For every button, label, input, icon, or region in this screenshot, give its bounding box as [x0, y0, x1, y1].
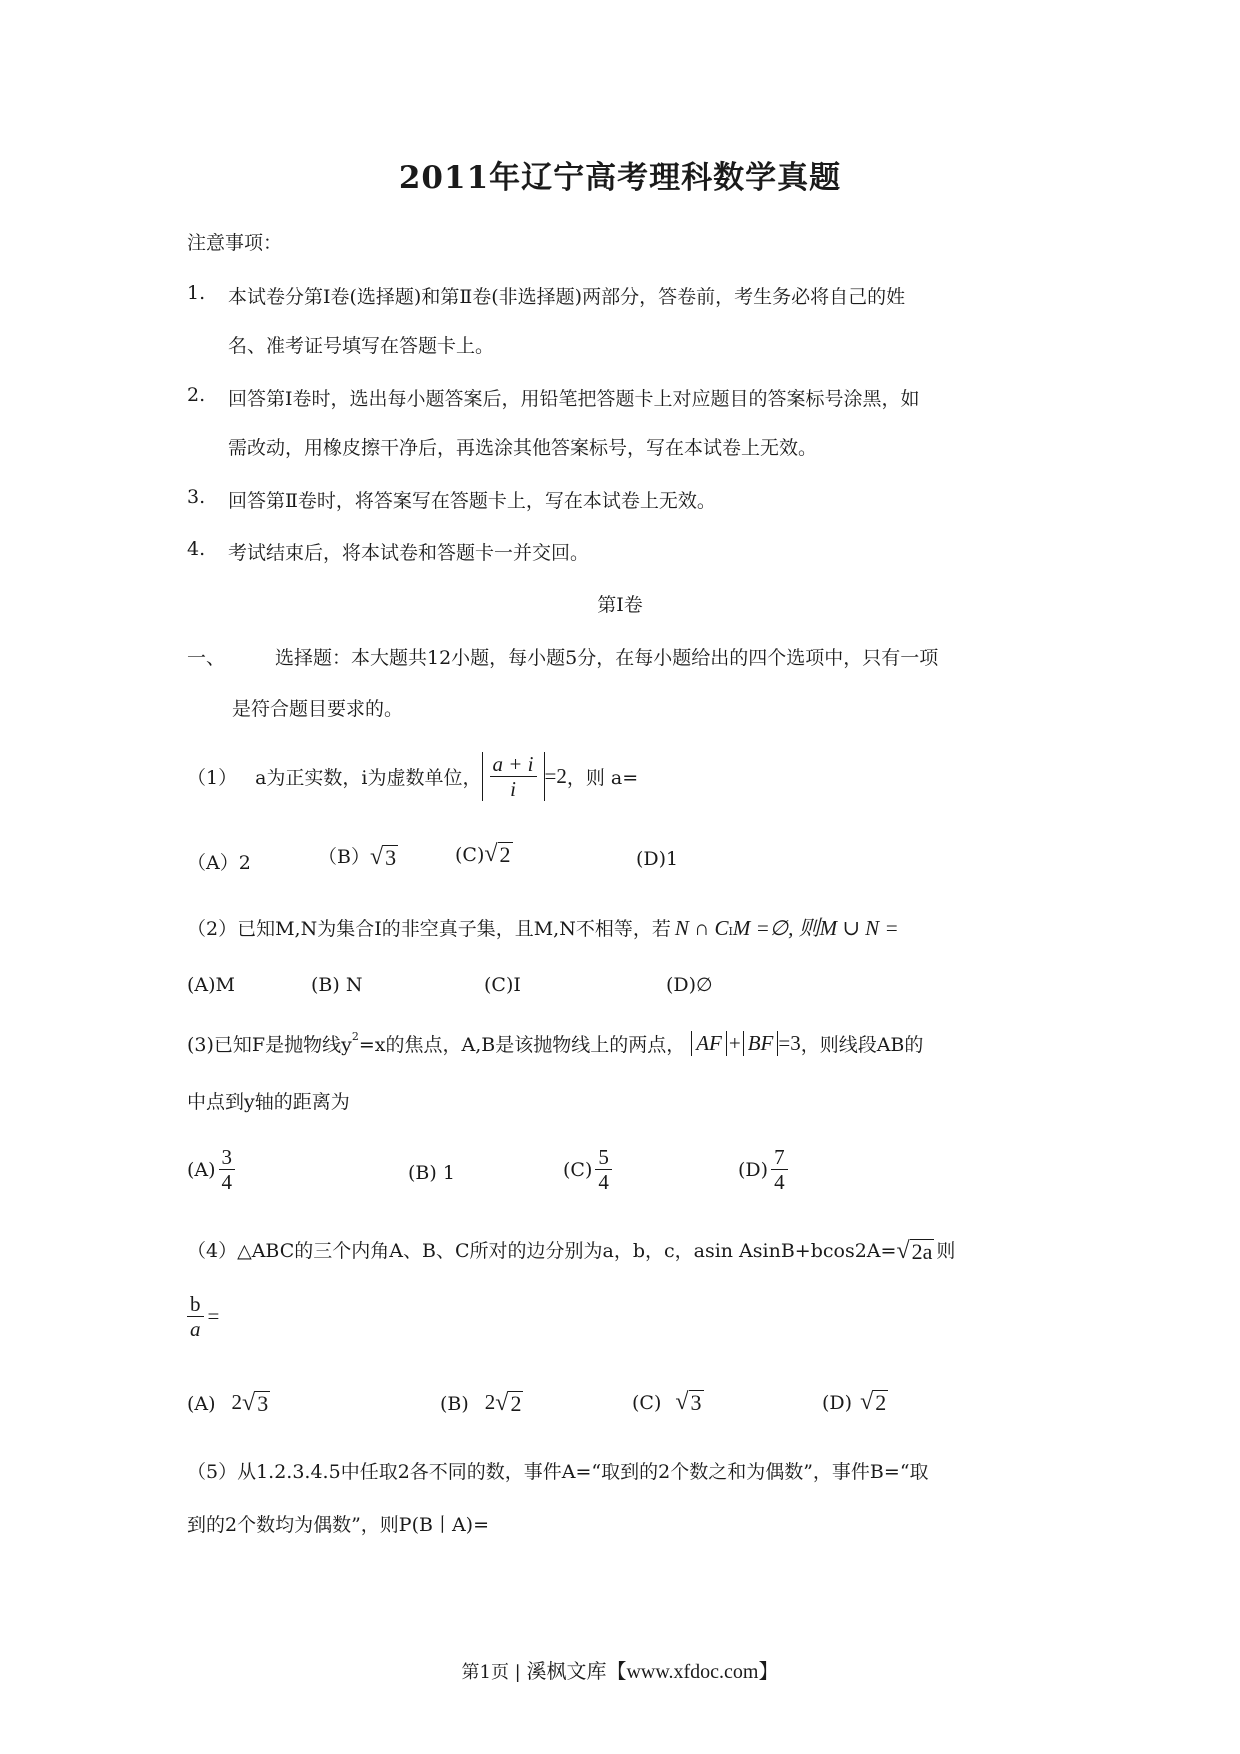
fraction-denominator: 4 — [774, 1170, 785, 1195]
question-3 — [187, 1030, 923, 1057]
page-title: 2011年辽宁高考理科数学真题 — [398, 160, 842, 196]
notice-item-number: 2. — [187, 384, 206, 406]
sqrt-expression: √ 3 — [675, 1389, 702, 1416]
option-label: (B) — [440, 1393, 469, 1415]
question-4-ratio — [187, 1292, 219, 1341]
question-text: 到的2个数均为偶数”，则P(B丨A)= — [187, 1514, 490, 1536]
option-a — [187, 1145, 238, 1194]
footer-brand-link[interactable]: 溪枫文库【www.xfdoc.com】 — [526, 1661, 779, 1683]
fraction-numerator: 5 — [595, 1145, 612, 1170]
notice-item-text: 名、准考证号填写在答题卡上。 — [228, 335, 495, 357]
sqrt-expression: √ 3 — [242, 1390, 269, 1416]
option-d: (D)1 — [636, 848, 679, 870]
fraction-denominator: 4 — [221, 1170, 233, 1195]
option-b — [440, 1390, 523, 1415]
fraction — [595, 1145, 612, 1194]
option-b — [318, 842, 398, 869]
fraction-numerator: 3 — [219, 1145, 236, 1170]
coefficient: 2 — [231, 1390, 243, 1414]
option-a: (A)M — [187, 974, 236, 996]
option-d — [822, 1390, 888, 1414]
option-d — [738, 1145, 791, 1194]
abs-value-expression: BF — [743, 1031, 779, 1056]
notice-item-number: 4. — [187, 538, 206, 560]
question-text: (3)已知F是抛物线y — [187, 1034, 352, 1056]
sqrt-expression: √ 2 — [495, 1390, 522, 1416]
superscript: 2 — [351, 1030, 359, 1043]
fraction-numerator: b — [187, 1292, 204, 1317]
equation-value: =3 — [778, 1031, 801, 1055]
option-label: (A) — [187, 1158, 216, 1181]
sqrt-expression: √ 2 — [860, 1389, 887, 1416]
part-instruction: 是符合题目要求的。 — [232, 698, 404, 720]
fraction — [490, 752, 537, 801]
question-4 — [187, 1236, 955, 1263]
question-text: 中点到y轴的距离为 — [187, 1091, 350, 1113]
page-footer — [0, 1655, 1240, 1684]
option-label: (C) — [632, 1392, 662, 1415]
question-text: （4）△ABC的三个内角A、B、C所对的边分别为a，b，c，asin AsinB+bcos2A= — [187, 1240, 897, 1262]
part-instruction: 选择题：本大题共12小题，每小题5分，在每小题给出的四个选项中，只有一项 — [275, 647, 939, 669]
notice-heading: 注意事项： — [187, 232, 283, 254]
notice-item-text: 需改动，用橡皮擦干净后，再选涂其他答案标号，写在本试卷上无效。 — [228, 437, 818, 459]
question-text: a为正实数，i为虚数单位， — [255, 767, 482, 790]
option-a: （A）2 — [187, 852, 251, 874]
question-2 — [187, 912, 899, 942]
fraction — [219, 1145, 236, 1194]
question-text: =x的焦点，A,B是该抛物线上的两点， — [358, 1034, 686, 1056]
equals-sign: = — [207, 1304, 220, 1329]
section-title: 第Ⅰ卷 — [597, 594, 643, 616]
footer-separator: | — [508, 1662, 527, 1683]
sqrt-expression: √ 2a — [896, 1238, 933, 1264]
equation-value: =2 — [544, 764, 567, 789]
question-1 — [187, 752, 638, 801]
option-c: (C)I — [484, 974, 521, 996]
set-expression: M =∅, 则M ∪ N = — [732, 916, 899, 940]
sqrt-expression: √ 3 — [369, 844, 397, 870]
sqrt-expression: √ 2 — [484, 841, 511, 868]
plus-sign: + — [728, 1031, 741, 1055]
question-number: （1） — [187, 767, 238, 790]
fraction-numerator: a + i — [490, 752, 537, 777]
notice-item-text: 回答第Ⅰ卷时，选出每小题答案后，用铅笔把答题卡上对应题目的答案标号涂黑，如 — [228, 388, 920, 410]
page-number: 第1页 — [461, 1662, 509, 1683]
fraction-denominator: 4 — [598, 1170, 609, 1195]
fraction — [771, 1145, 788, 1194]
notice-item-text: 考试结束后，将本试卷和答题卡一并交回。 — [228, 542, 590, 564]
abs-value-expression — [482, 752, 545, 801]
question-text: （2）已知M,N为集合I的非空真子集，且M,N不相等，若 — [187, 918, 671, 940]
abs-value-expression: AF — [691, 1031, 727, 1056]
fraction-numerator: 7 — [771, 1145, 788, 1170]
fraction — [187, 1292, 204, 1341]
part-number: 一、 — [187, 647, 226, 669]
option-label: (A) — [187, 1393, 216, 1415]
question-text: 则 — [936, 1240, 956, 1262]
option-label: (C) — [455, 844, 485, 867]
option-b: (B) N — [311, 974, 363, 996]
coefficient: 2 — [484, 1390, 496, 1414]
question-text: ，则 a= — [566, 767, 639, 790]
fraction-denominator: a — [190, 1317, 201, 1342]
option-d: (D)∅ — [666, 974, 713, 996]
option-label: （B） — [318, 846, 370, 868]
notice-item-number: 1. — [187, 282, 206, 304]
question-text: ，则线段AB的 — [800, 1034, 924, 1056]
subscript: I — [728, 925, 733, 938]
notice-item-number: 3. — [187, 486, 206, 508]
notice-item-text: 本试卷分第Ⅰ卷(选择题)和第Ⅱ卷(非选择题)两部分，答卷前，考生务必将自己的姓 — [228, 286, 906, 308]
fraction-denominator: i — [510, 777, 516, 802]
option-label: (C) — [563, 1158, 593, 1181]
option-label: (D) — [822, 1392, 853, 1415]
option-c — [455, 842, 513, 866]
option-c — [563, 1145, 615, 1194]
option-label: (D) — [738, 1158, 769, 1181]
set-expression: N ∩ C — [674, 916, 729, 940]
question-5: （5）从1.2.3.4.5中任取2各不同的数，事件A=“取到的2个数之和为偶数”，事件B=“取 — [187, 1461, 929, 1483]
option-c — [632, 1390, 704, 1414]
option-a — [187, 1390, 270, 1415]
notice-item-text: 回答第Ⅱ卷时，将答案写在答题卡上，写在本试卷上无效。 — [228, 490, 716, 512]
option-b: (B) 1 — [408, 1162, 455, 1184]
